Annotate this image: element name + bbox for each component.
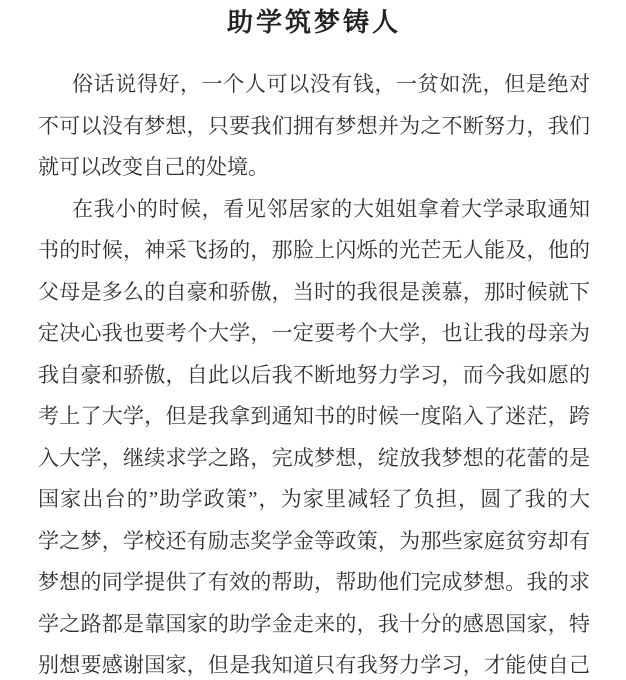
document-title: 助学筑梦铸人 — [226, 8, 401, 37]
text-line: 书的时候，神采飞扬的，那脸上闪烁的光芒无人能及，他的 — [38, 238, 590, 262]
text-line: 学之梦，学校还有励志奖学金等政策，为那些家庭贫穷却有 — [38, 528, 590, 553]
text-line: 梦想的同学提供了有效的帮助，帮助他们完成梦想。我的求 — [38, 570, 590, 594]
text-line: 别想要感谢国家，但是我知道只有我努力学习，才能使自己 — [38, 653, 590, 677]
document-body — [38, 64, 590, 680]
text-line: 就可以改变自己的处境。 — [38, 155, 269, 179]
text-line: 俗话说得好，一个人可以没有钱，一贫如洗，但是绝对 — [72, 72, 590, 96]
text-line: 定决心我也要考个大学，一定要考个大学，也让我的母亲为 — [38, 321, 590, 345]
text-line: 入大学，继续求学之路，完成梦想，绽放我梦想的花蕾的是 — [38, 445, 590, 470]
text-line: 学之路都是靠国家的助学金走来的，我十分的感恩国家，特 — [38, 611, 590, 636]
text-line: 在我小的时候，看见邻居家的大姐姐拿着大学录取通知 — [72, 196, 590, 221]
text-line: 考上了大学，但是我拿到通知书的时候一度陷入了迷茫，跨 — [38, 404, 590, 428]
text-line: 父母是多么的自豪和骄傲，当时的我很是羡慕，那时候就下 — [38, 279, 590, 304]
text-line: 我自豪和骄傲，自此以后我不断地努力学习，而今我如愿的 — [38, 362, 590, 387]
text-line: 不可以没有梦想，只要我们拥有梦想并为之不断努力，我们 — [38, 113, 590, 138]
text-line: 国家出台的”助学政策”，为家里减轻了负担，圆了我的大 — [38, 487, 590, 511]
